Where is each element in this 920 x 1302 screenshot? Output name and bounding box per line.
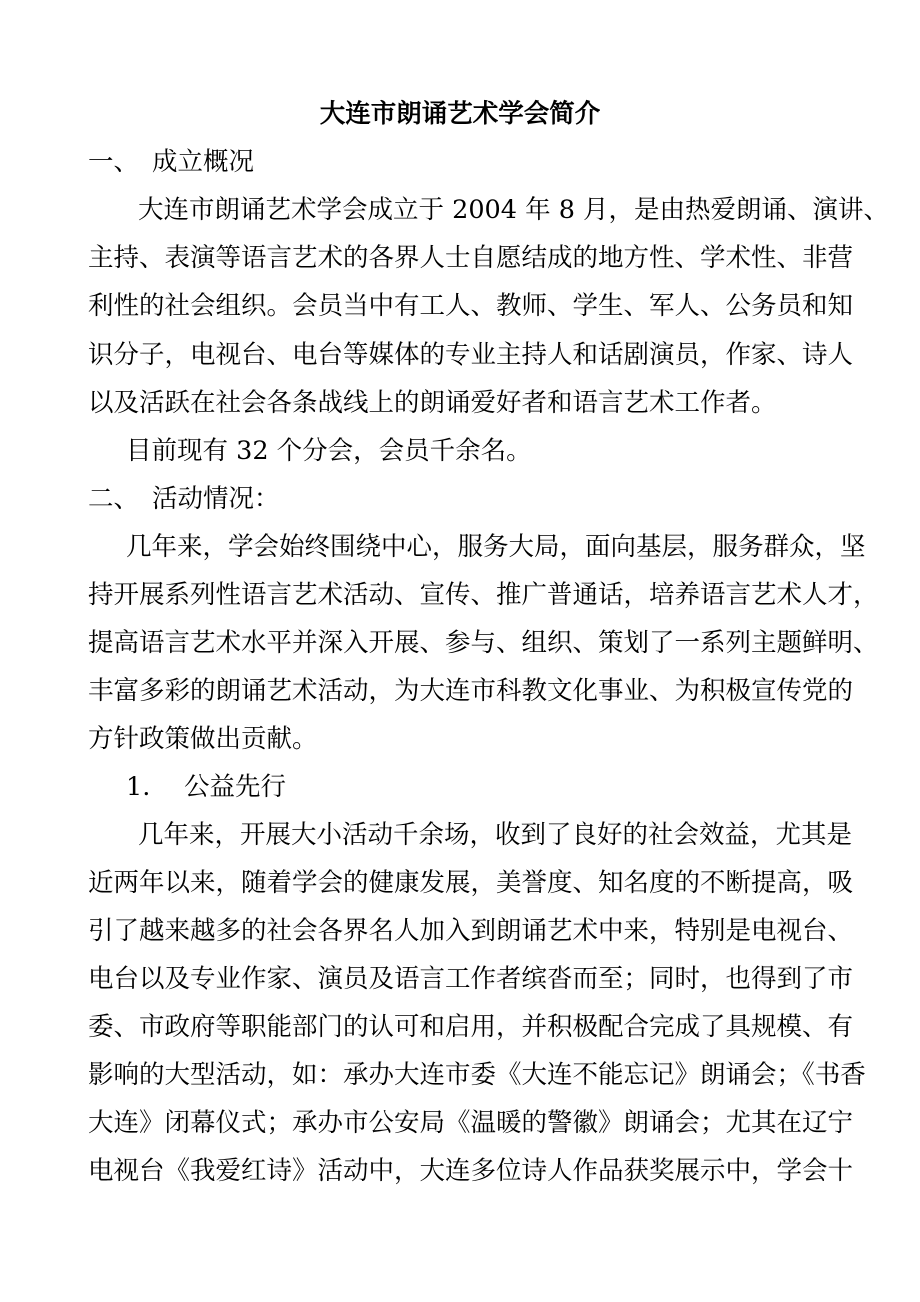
- paragraph-line: 影响的大型活动，如：承办大连市委《大连不能忘记》朗诵会；《书香: [88, 1060, 866, 1090]
- section-number: 二、: [88, 484, 140, 514]
- paragraph-line: 主持、表演等语言艺术的各界人士自愿结成的地方性、学术性、非营: [88, 243, 854, 273]
- paragraph-line: 近两年以来，随着学会的健康发展，美誉度、知名度的不断提高，吸: [88, 868, 854, 898]
- subsection-title: 公益先行: [184, 772, 287, 802]
- section-number: 一、: [88, 147, 140, 177]
- paragraph-line: 以及活跃在社会各条战线上的朗诵爱好者和语言艺术工作者。: [88, 388, 777, 418]
- subsection-heading-1: [126, 767, 833, 807]
- paragraph-line: 几年来，开展大小活动千余场，收到了良好的社会效益，尤其是: [138, 820, 853, 850]
- paragraph-line: 利性的社会组织。会员当中有工人、教师、学生、军人、公务员和知: [88, 291, 854, 321]
- paragraph-line: 电台以及专业作家、演员及语言工作者缤沓而至；同时，也得到了市: [88, 964, 854, 994]
- paragraph-line: 持开展系列性语言艺术活动、宣传、推广普通话，培养语言艺术人才，: [88, 580, 879, 610]
- paragraph-line: 引了越来越多的社会各界名人加入到朗诵艺术中来，特别是电视台、: [88, 916, 854, 946]
- section-heading-2: [88, 479, 833, 519]
- paragraph-line: 目前现有 32 个分会，会员千余名。: [126, 436, 532, 466]
- section-heading-1: [88, 142, 833, 182]
- section-title: 成立概况: [152, 147, 255, 177]
- paragraph-line: 方针政策做出贡献。: [88, 724, 318, 754]
- paragraph-line: 几年来，学会始终围绕中心，服务大局，面向基层，服务群众，坚: [126, 532, 866, 562]
- paragraph-line: 大连市朗诵艺术学会成立于 2004 年 8 月，是由热爱朗诵、演讲、: [138, 195, 890, 225]
- paragraph-line: 电视台《我爱红诗》活动中，大连多位诗人作品获奖展示中，学会十: [88, 1156, 854, 1186]
- paragraph-line: 大连》闭幕仪式；承办市公安局《温暖的警徽》朗诵会；尤其在辽宁: [88, 1108, 854, 1138]
- paragraph-line: 丰富多彩的朗诵艺术活动，为大连市科教文化事业、为积极宣传党的: [88, 676, 854, 706]
- section-title: 活动情况：: [152, 484, 280, 514]
- paragraph-line: 委、市政府等职能部门的认可和启用，并积极配合完成了具规模、有: [88, 1012, 854, 1042]
- paragraph-line: 提高语言艺术水平并深入开展、参与、组织、策划了一系列主题鲜明、: [88, 628, 879, 658]
- document-title: 大连市朗诵艺术学会简介: [319, 99, 601, 129]
- subsection-number: 1.: [126, 772, 151, 802]
- paragraph-line: 识分子，电视台、电台等媒体的专业主持人和话剧演员，作家、诗人: [88, 340, 854, 370]
